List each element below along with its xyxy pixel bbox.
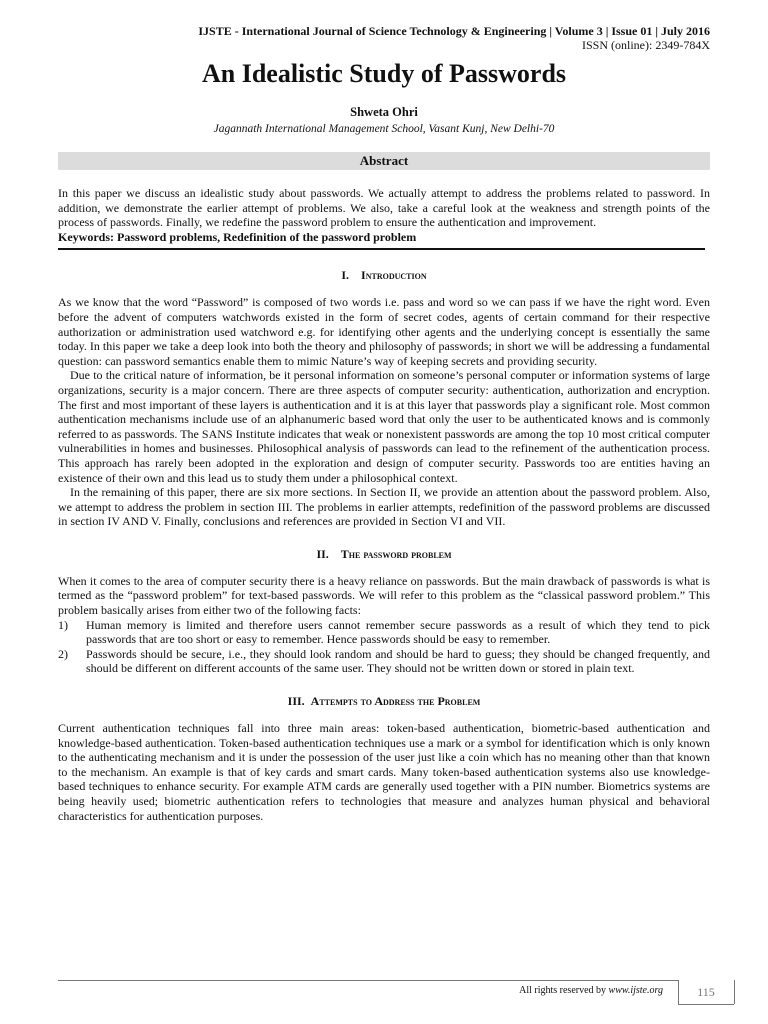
section-heading-attempts	[58, 694, 710, 708]
list-item	[58, 618, 710, 647]
keywords: Keywords: Password problems, Redefinition of the password problem	[58, 229, 417, 244]
section-number: I.	[341, 268, 350, 283]
intro-paragraph-2: Due to the critical nature of information, be it personal information on someone’s personal computer or information systems of large organizations, security is a major concern. There are three aspects of computer security: authentication, authorization and encryption. The first and most important of these layers is authentication and it is at this layer that passwords play a significant role. Most common authentication mechanisms include use of an alphanumeric based word that only the user to be authenticated knows and is commonly referred to as passwords. The SANS Institute indicates that weak or nonexistent passwords are among the top 10 most critical computer vulnerabilities in homes and businesses. Philosophical analysis of passwords can lead to the refinement of the authentication process. This approach has rarely been adopted in the exploration and design of computer security. Passwords too are entities having an existence of their own and this lead us to study them under a philosophical context.	[58, 368, 710, 485]
abstract-divider	[58, 248, 705, 250]
intro-paragraph-1: As we know that the word “Password” is composed of two words i.e. pass and word so we can pass if we have the right word. Even before the advent of computers watchwords existed in the form of secret codes, agents of certain command for their respective authorization or administration used watchword e.g. for identifying other agents and the underlying concept is essentially the same today. In this paper we take a deep look into both the theory and philosophy of passwords; in short we will be addressing a fundamental question: can password semantics enable them to mimic Nature’s way of keeping secrets and providing security.	[58, 295, 710, 368]
list-text: Passwords should be secure, i.e., they should look random and should be hard to guess; they should be changed frequently, and should be different on different accounts of the same user. They should not be written down or stored in plain text.	[86, 646, 710, 676]
section-title: Attempts to Address the Problem	[310, 694, 481, 709]
section-heading-password-problem	[58, 547, 710, 561]
author-affiliation: Jagannath International Management School, Vasant Kunj, New Delhi-70	[213, 123, 555, 135]
footer-box-right-edge	[734, 980, 735, 1004]
footer-box-bottom-edge	[678, 1004, 734, 1005]
paper-page	[58, 24, 710, 823]
journal-header: IJSTE - International Journal of Science Technology & Engineering | Volume 3 | Issue 01 | July 2016	[198, 24, 710, 38]
issn: ISSN (online): 2349-784X	[582, 38, 710, 52]
page-number: 115	[697, 985, 715, 999]
list-text: Human memory is limited and therefore users cannot remember secure passwords as a result of which they tend to pick passwords that are too short or easy to remember. Hence passwords should be easy to remember.	[86, 617, 710, 647]
intro-paragraph-3: In the remaining of this paper, there are six more sections. In Section II, we provide an attention about the password problem. Also, we attempt to address the problem in section III. The problems in earlier attempts, redefinition of the password problems are discussed in section IV AND V. Finally, conclusions and references are provided in Section VI and VII.	[58, 485, 710, 529]
list-number: 1)	[58, 617, 68, 632]
abstract-text: In this paper we discuss an idealistic study about passwords. We actually attempt to address the problems related to password. In addition, we demonstrate the earlier attempt of problems. We also, take a careful look at the weakness and strength points of the process of passwords. Finally, we redefine the password problem to ensure the authentication and improvement.	[58, 186, 710, 230]
site-link[interactable]: www.ijste.org	[608, 985, 663, 996]
attempts-paragraph: Current authentication techniques fall into three main areas: token-based authentication, biometric-based authentication and knowledge-based authentication. Token-based authentication techniques use a mark or a symbol for identification which is only known to the authenticating mechanism and it is under the possession of the user just like a coin which has no meaning other than that known to the mechanism. An example is that of key cards and smart cards. Many token-based authentication systems also use knowledge-based techniques to enhance security. For example ATM cards are generally used together with a PIN number. Biometrics systems are being heavily used; biometric authentication refers to technologies that measure and analyzes human physical and behavioral characteristics for authentication purposes.	[58, 721, 710, 823]
paper-title: An Idealistic Study of Passwords	[201, 59, 567, 88]
footer-rights	[519, 985, 663, 996]
section-title: Introduction	[361, 268, 427, 283]
list-item	[58, 647, 710, 676]
section-title: The password problem	[340, 546, 452, 561]
list-number: 2)	[58, 646, 68, 661]
section-number: II.	[316, 546, 329, 561]
password-problem-paragraph: When it comes to the area of computer security there is a heavy reliance on passwords. But the main drawback of passwords is what is termed as the “password problem” for text-based passwords. We will refer to this problem as the “classical password problem.” This problem basically arises from either two of the following facts:	[58, 573, 710, 618]
section-heading-introduction	[58, 268, 710, 282]
section-number: III.	[287, 694, 305, 709]
rights-text: All rights reserved by	[519, 985, 607, 996]
author-name: Shweta Ohri	[350, 105, 418, 119]
abstract-heading: Abstract	[58, 152, 710, 170]
footer-divider	[58, 980, 678, 981]
password-facts-list	[58, 618, 710, 676]
